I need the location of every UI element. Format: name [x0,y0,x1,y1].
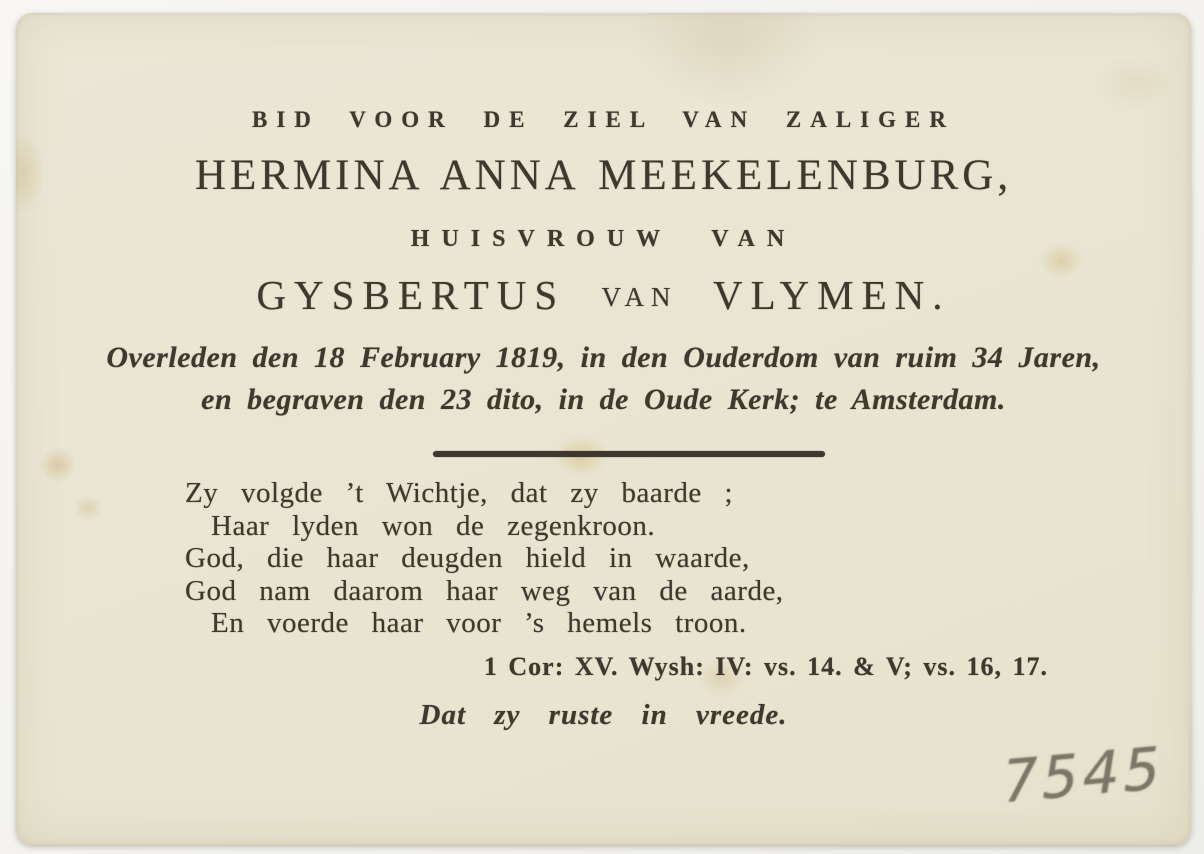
spouse-name [16,271,1191,319]
memorial-card [16,13,1191,845]
burial-line: en begraven den 23 dito, in de Oude Kerk; te Amsterdam. [201,383,1006,416]
closing-line: Dat zy ruste in vreede. [419,699,788,731]
handwritten-inventory-number: 7545 [995,733,1170,817]
header-line: BID VOOR DE ZIEL VAN ZALIGER [252,107,955,132]
poem-line: Zy volgde ’t Wichtje, dat zy baarde ; [185,477,734,509]
scripture-citation: 1 Cor: XV. Wysh: IV: vs. 14. & V; vs. 16, 17. [483,652,1048,681]
spouse-name-last: VLYMEN. [713,272,951,318]
spouse-name-particle: VAN [601,282,678,312]
poem-line: God nam daarom haar weg van de aarde, [185,574,784,607]
deceased-name: HERMINA ANNA MEEKELENBURG, [194,152,1013,199]
poem-line: Haar lyden won de zegenkroon. [211,509,656,542]
death-date-line: Overleden den 18 February 1819, in den Ouderdom van ruim 34 Jaren, [106,341,1101,374]
poem-line: God, die haar deugden hield in waarde, [185,542,750,575]
divider-rule [433,451,825,457]
relation-line: HUISVROUW VAN [410,226,797,252]
spouse-name-first: GYSBERTUS [256,272,566,318]
poem-line: En voerde haar voor ’s hemels troon. [211,607,747,640]
memorial-poem [185,477,784,640]
